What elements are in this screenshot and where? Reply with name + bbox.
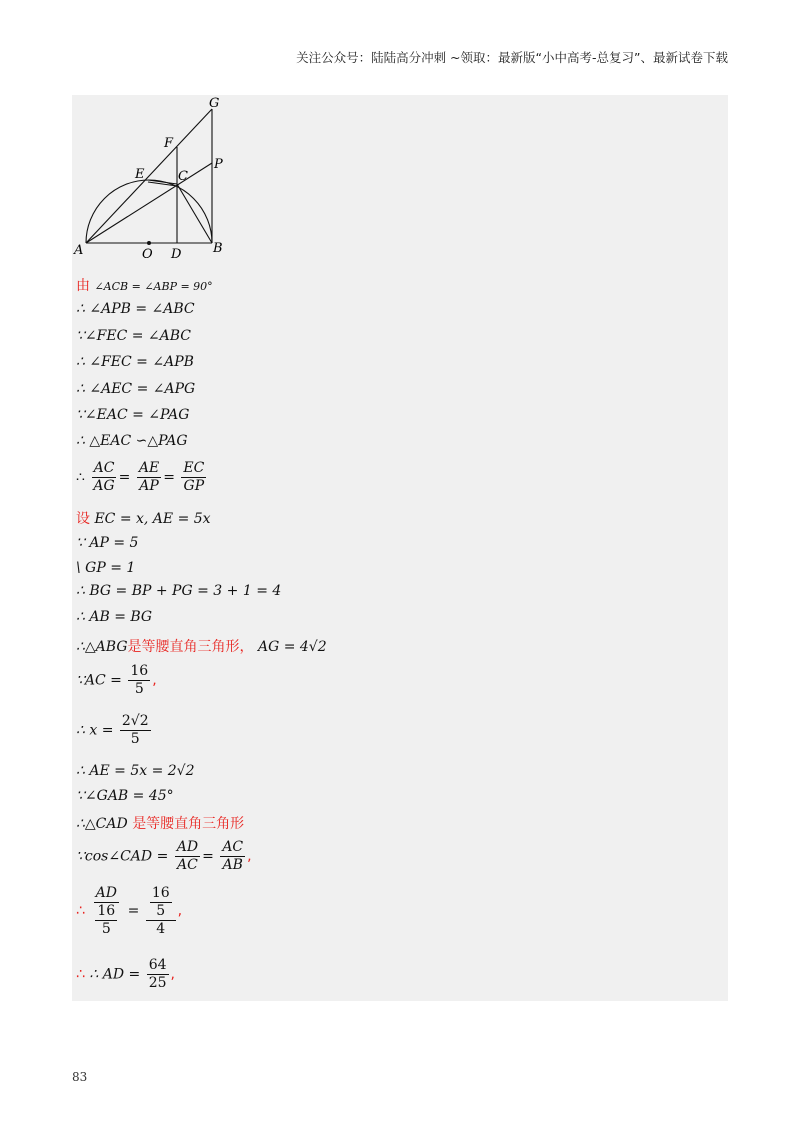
step-9: 设 EC = x, AE = 5x: [76, 511, 211, 527]
label-g: G: [209, 96, 220, 111]
label-p: P: [214, 157, 223, 172]
solution-panel: [72, 95, 728, 1001]
step-4: ∴ ∠FEC = ∠APB: [76, 354, 194, 370]
step-10: ∵ AP = 5: [76, 535, 139, 551]
label-c: C: [178, 169, 188, 184]
step-17: ∴ AE = 5x = 2√2: [76, 763, 195, 779]
page-number: 83: [72, 1070, 88, 1084]
step-16: ∴ x = $\frac{2√2}{5}$: [76, 713, 149, 747]
label-o: O: [142, 247, 153, 262]
step-5: ∴ ∠AEC = ∠APG: [76, 381, 196, 397]
step-21: ∴ $\frac{AD}{\frac{16}{5}}$ = $\frac{\frac{16}{5}}{4}$ ,: [76, 885, 183, 937]
step-1: 由 ∠ACB = ∠ABP = 90°: [76, 278, 213, 294]
step-2: ∴ ∠APB = ∠ABC: [76, 301, 195, 317]
step-20: ∵cos∠CAD = $\frac{AD}{AC}$ = $\frac{AC}{AB}$ ,: [76, 839, 252, 873]
step-6: ∵∠EAC = ∠PAG: [76, 407, 190, 423]
step-12: ∴ BG = BP + PG = 3 + 1 = 4: [76, 583, 282, 599]
geometry-figure: [72, 95, 242, 265]
label-d: D: [171, 247, 182, 262]
step-8: ∴ $\frac{AC}{AG}$ = $\frac{AE}{AP}$ = $\frac{EC}{GP}$: [76, 460, 205, 494]
step-14: ∴△ABG是等腰直角三角形， AG = 4√2: [76, 639, 327, 655]
label-e: E: [135, 167, 145, 182]
step-19: ∴△CAD 是等腰直角三角形: [76, 816, 245, 832]
step-7: ∴ △EAC ∽△PAG: [76, 433, 188, 449]
label-b: B: [213, 241, 223, 256]
step-18: ∵∠GAB = 45°: [76, 788, 174, 804]
label-a: A: [74, 243, 84, 258]
step-13: ∴ AB = BG: [76, 609, 153, 625]
page-header: 关注公众号：陆陆高分冲刺 ~领取：最新版“小中高考-总复习”、最新试卷下载: [296, 50, 728, 65]
step-22: ∴ ∴ AD = $\frac{64}{25}$ ,: [76, 957, 175, 991]
step-3: ∵∠FEC = ∠ABC: [76, 328, 192, 344]
step-11: \ GP = 1: [76, 560, 136, 576]
step-15: ∵AC = $\frac{16}{5}$ ,: [76, 663, 157, 697]
label-f: F: [164, 136, 174, 151]
